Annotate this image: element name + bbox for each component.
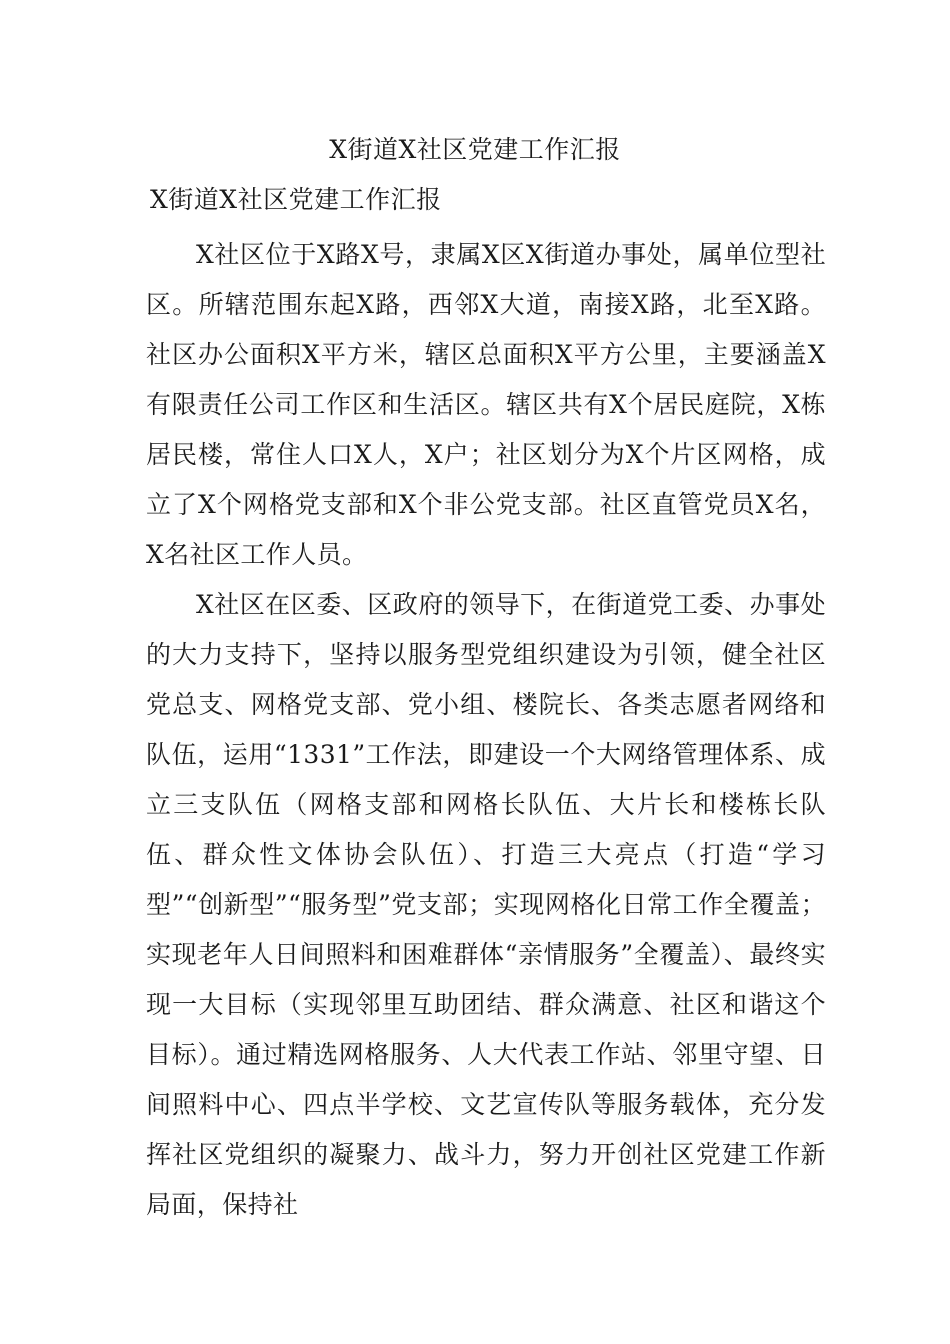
- paragraph-community-overview: X社区位于X路X号，隶属X区X街道办事处，属单位型社区。所辖范围东起X路，西邻X大道，南接X路，北至X路。社区办公面积X平方米，辖区总面积X平方公里，主要涵盖X有限责任公司工作区和生活区。辖区共有X个居民庭院，X栋居民楼，常住人口X人，X户；社区划分为X个片区网格，成立了X个网格党支部和X个非公党支部。社区直管党员X名，X名社区工作人员。: [146, 240, 826, 569]
- document-title: X街道X社区党建工作汇报: [329, 135, 621, 164]
- document-subtitle: X街道X社区党建工作汇报: [150, 185, 442, 214]
- paragraph-party-building-work: X社区在区委、区政府的领导下，在街道党工委、办事处的大力支持下，坚持以服务型党组织建设为引领，健全社区党总支、网格党支部、党小组、楼院长、各类志愿者网络和队伍，运用“1331”工作法，即建设一个大网络管理体系、成立三支队伍（网格支部和网格长队伍、大片长和楼栋长队伍、群众性文体协会队伍）、打造三大亮点（打造“学习型”“创新型”“服务型”党支部；实现网格化日常工作全覆盖；实现老年人日间照料和困难群体“亲情服务”全覆盖）、最终实现一大目标（实现邻里互助团结、群众满意、社区和谐这个目标）。通过精选网格服务、人大代表工作站、邻里守望、日间照料中心、四点半学校、文艺宣传队等服务载体，充分发挥社区党组织的凝聚力、战斗力，努力开创社区党建工作新局面，保持社: [146, 590, 826, 1219]
- document-body: [146, 230, 826, 1230]
